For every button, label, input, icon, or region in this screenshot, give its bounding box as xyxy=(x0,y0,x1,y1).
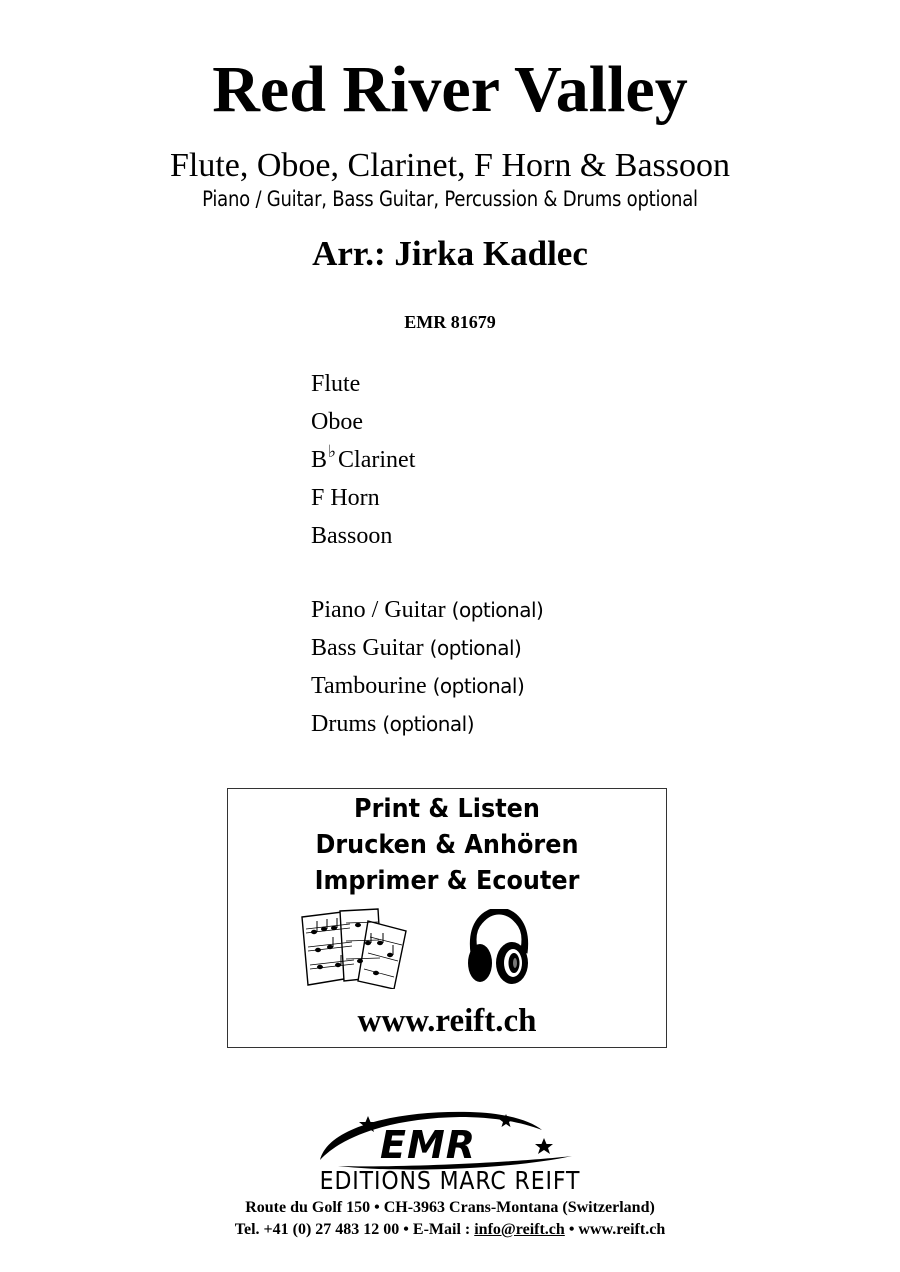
instrument-item: Piano / Guitar (optional) xyxy=(311,597,544,623)
emr-logo-text: EMR xyxy=(380,1123,477,1167)
sheet-music-icon xyxy=(298,907,410,989)
instrument-item: Bass Guitar (optional) xyxy=(311,635,522,661)
arranger: Arr.: Jirka Kadlec xyxy=(312,234,588,273)
instrumentation-subtitle: Flute, Oboe, Clarinet, F Horn & Bassoon xyxy=(169,147,731,184)
promo-line-de: Drucken & Anhören xyxy=(315,830,579,860)
email-link[interactable]: info@reift.ch xyxy=(474,1221,565,1238)
promo-url[interactable]: www.reift.ch xyxy=(357,1003,537,1039)
instrument-item: Oboe xyxy=(311,409,363,435)
publisher-contact: Tel. +41 (0) 27 483 12 00 • E-Mail : info@reift.ch • www.reift.ch xyxy=(234,1221,666,1238)
instrument-item: B♭Clarinet xyxy=(311,442,416,473)
optional-instruments-line: Piano / Guitar, Bass Guitar, Percussion & Drums optional xyxy=(202,187,698,211)
instrument-item: F Horn xyxy=(311,485,380,511)
catalog-number: EMR 81679 xyxy=(404,312,496,332)
instrument-item: Bassoon xyxy=(311,523,393,549)
print-listen-box xyxy=(227,788,667,1048)
publisher-address: Route du Golf 150 • CH-3963 Crans-Montana (Switzerland) xyxy=(245,1199,655,1216)
optional-instrument-list xyxy=(311,591,543,743)
promo-line-en: Print & Listen xyxy=(354,794,540,824)
promo-line-fr: Imprimer & Ecouter xyxy=(314,866,580,896)
instrument-item: Tambourine (optional) xyxy=(311,673,525,699)
flat-sign: ♭ xyxy=(328,442,337,461)
instrument-item: Flute xyxy=(311,371,361,397)
headphones-icon xyxy=(466,909,532,985)
instrument-list xyxy=(311,365,415,555)
page-title: Red River Valley xyxy=(212,53,688,126)
emr-logo xyxy=(310,1108,590,1174)
instrument-item: Drums (optional) xyxy=(311,711,475,737)
publisher-name: EDITIONS MARC REIFT xyxy=(319,1166,581,1195)
